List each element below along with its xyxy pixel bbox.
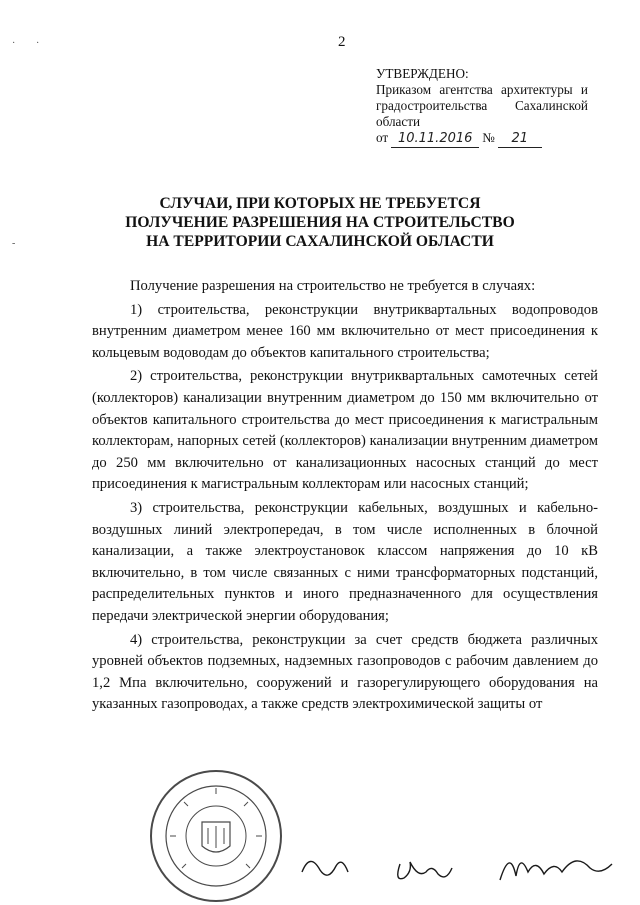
document-title [110, 194, 530, 251]
official-seal [150, 770, 282, 902]
margin-mark-top: · [12, 38, 16, 49]
title-line-3: НА ТЕРРИТОРИИ САХАЛИНСКОЙ ОБЛАСТИ [146, 233, 494, 250]
approval-heading: УТВЕРЖДЕНО: [376, 66, 469, 81]
margin-mark-top-2: · [36, 38, 40, 49]
body-item-4: 4) строительства, реконструкции за счет средств бюджета различных уровней объектов подземных, надземных газопроводов с рабочим давлением до 1,2 Мпа включительно, сооружений и газорегулирующего оборудования на указанных газопроводах, а также средств электрохимической защиты от [92, 631, 598, 713]
seal-graphic [152, 772, 284, 904]
body-item-3: 3) строительства, реконструкции кабельных, воздушных и кабельно-воздушных линий электропередач, в том числе исполненных в блочной канализации, а также электроустановок классом напряжения до 10 кВ включительно, в том числе связанных с ними трансформаторных подстанций, распределительных пунктов и иного предназначенного для осуществления передачи электрической энергии оборудования; [92, 499, 598, 624]
body-item-1: 1) строительства, реконструкции внутриквартальных водопроводов внутренним диаметром менее 160 мм включительно от мест присоединения к кольцевым водоводам до объектов капитального строительства; [92, 301, 598, 361]
handwritten-date: 10.11.2016 [391, 131, 479, 148]
approval-date-row [376, 130, 588, 148]
document-body [92, 276, 598, 716]
body-item-2: 2) строительства, реконструкции внутриквартальных самотечных сетей (коллекторов) канализации внутренним диаметром до 150 мм включительно от объектов капитального строительства до мест присоединения к магистральным коллекторам, напорных сетей (коллекторов) канализации внутренним диаметром до 250 мм включительно от канализационных насосных станций до мест присоединения к магистральным коллекторам или насосных станций; [92, 368, 598, 493]
title-line-2: ПОЛУЧЕНИЕ РАЗРЕШЕНИЯ НА СТРОИТЕЛЬСТВО [125, 214, 515, 231]
approval-line-1: Приказом агентства архитектуры и [376, 82, 588, 97]
title-line-1: СЛУЧАИ, ПРИ КОТОРЫХ НЕ ТРЕБУЕТСЯ [159, 195, 481, 212]
date-prefix: от [376, 130, 389, 145]
approval-line-3: области [376, 114, 421, 129]
margin-mark-mid: - [12, 238, 16, 249]
page-number: 2 [338, 34, 346, 50]
body-intro: Получение разрешения на строительство не требуется в случаях: [130, 278, 536, 294]
number-prefix: № [482, 130, 495, 145]
handwritten-number: 21 [498, 131, 542, 148]
certification-signature [300, 842, 630, 892]
approval-line-2: градостроительства Сахалинской [376, 98, 588, 113]
approval-block [376, 66, 588, 148]
handwriting-graphic [300, 842, 630, 892]
